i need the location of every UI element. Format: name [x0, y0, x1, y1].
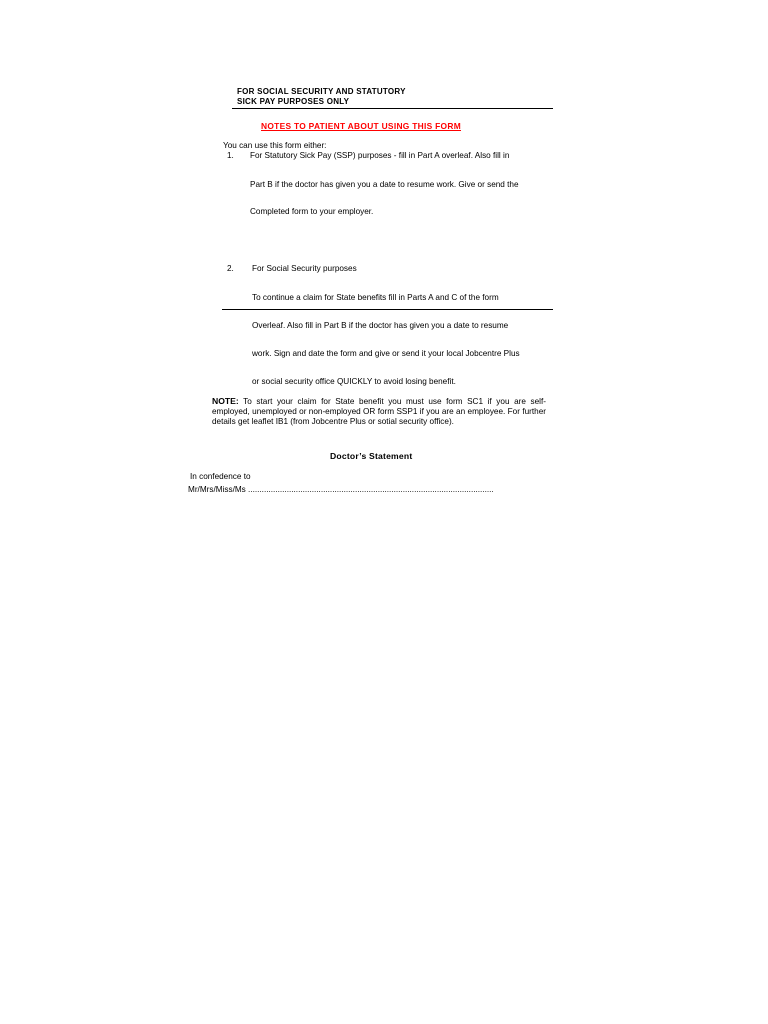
note-label: NOTE: [212, 396, 239, 406]
item-1-line-1: For Statutory Sick Pay (SSP) purposes - fill in Part A overleaf. Also fill in [250, 151, 510, 160]
confidence-line-1: In confedence to [190, 472, 251, 481]
item-1-number: 1. [227, 151, 234, 160]
confidence-line-2: Mr/Mrs/Miss/Ms ............................................................................................................ [188, 485, 494, 494]
intro-text: You can use this form either: [223, 141, 327, 150]
item-2-number: 2. [227, 264, 234, 273]
item-2-line-1: For Social Security purposes [252, 264, 357, 273]
notes-title: NOTES TO PATIENT ABOUT USING THIS FORM [261, 121, 461, 131]
header-line-1: FOR SOCIAL SECURITY AND STATUTORY [237, 87, 406, 96]
item-1-line-2: Part B if the doctor has given you a date to resume work. Give or send the [250, 180, 519, 189]
item-2-rule [222, 309, 553, 310]
item-1-line-3: Completed form to your employer. [250, 207, 374, 216]
doctors-statement-heading: Doctor’s Statement [330, 451, 413, 461]
header-rule [232, 108, 553, 109]
note-paragraph [212, 396, 546, 427]
item-2-line-3: Overleaf. Also fill in Part B if the doctor has given you a date to resume [252, 321, 509, 330]
note-text: To start your claim for State benefit you must use form SC1 if you are self-employed, unemployed or non-employed OR form SSP1 if you are an employee. For further details get leaflet IB1 (from Jobcentre Plus or sotial security office). [212, 397, 546, 426]
item-2-line-5: or social security office QUICKLY to avoid losing benefit. [252, 377, 456, 386]
item-2-line-2: To continue a claim for State benefits fill in Parts A and C of the form [252, 293, 499, 302]
header-line-2: SICK PAY PURPOSES ONLY [237, 97, 350, 106]
item-2-line-4: work. Sign and date the form and give or send it your local Jobcentre Plus [252, 349, 520, 358]
